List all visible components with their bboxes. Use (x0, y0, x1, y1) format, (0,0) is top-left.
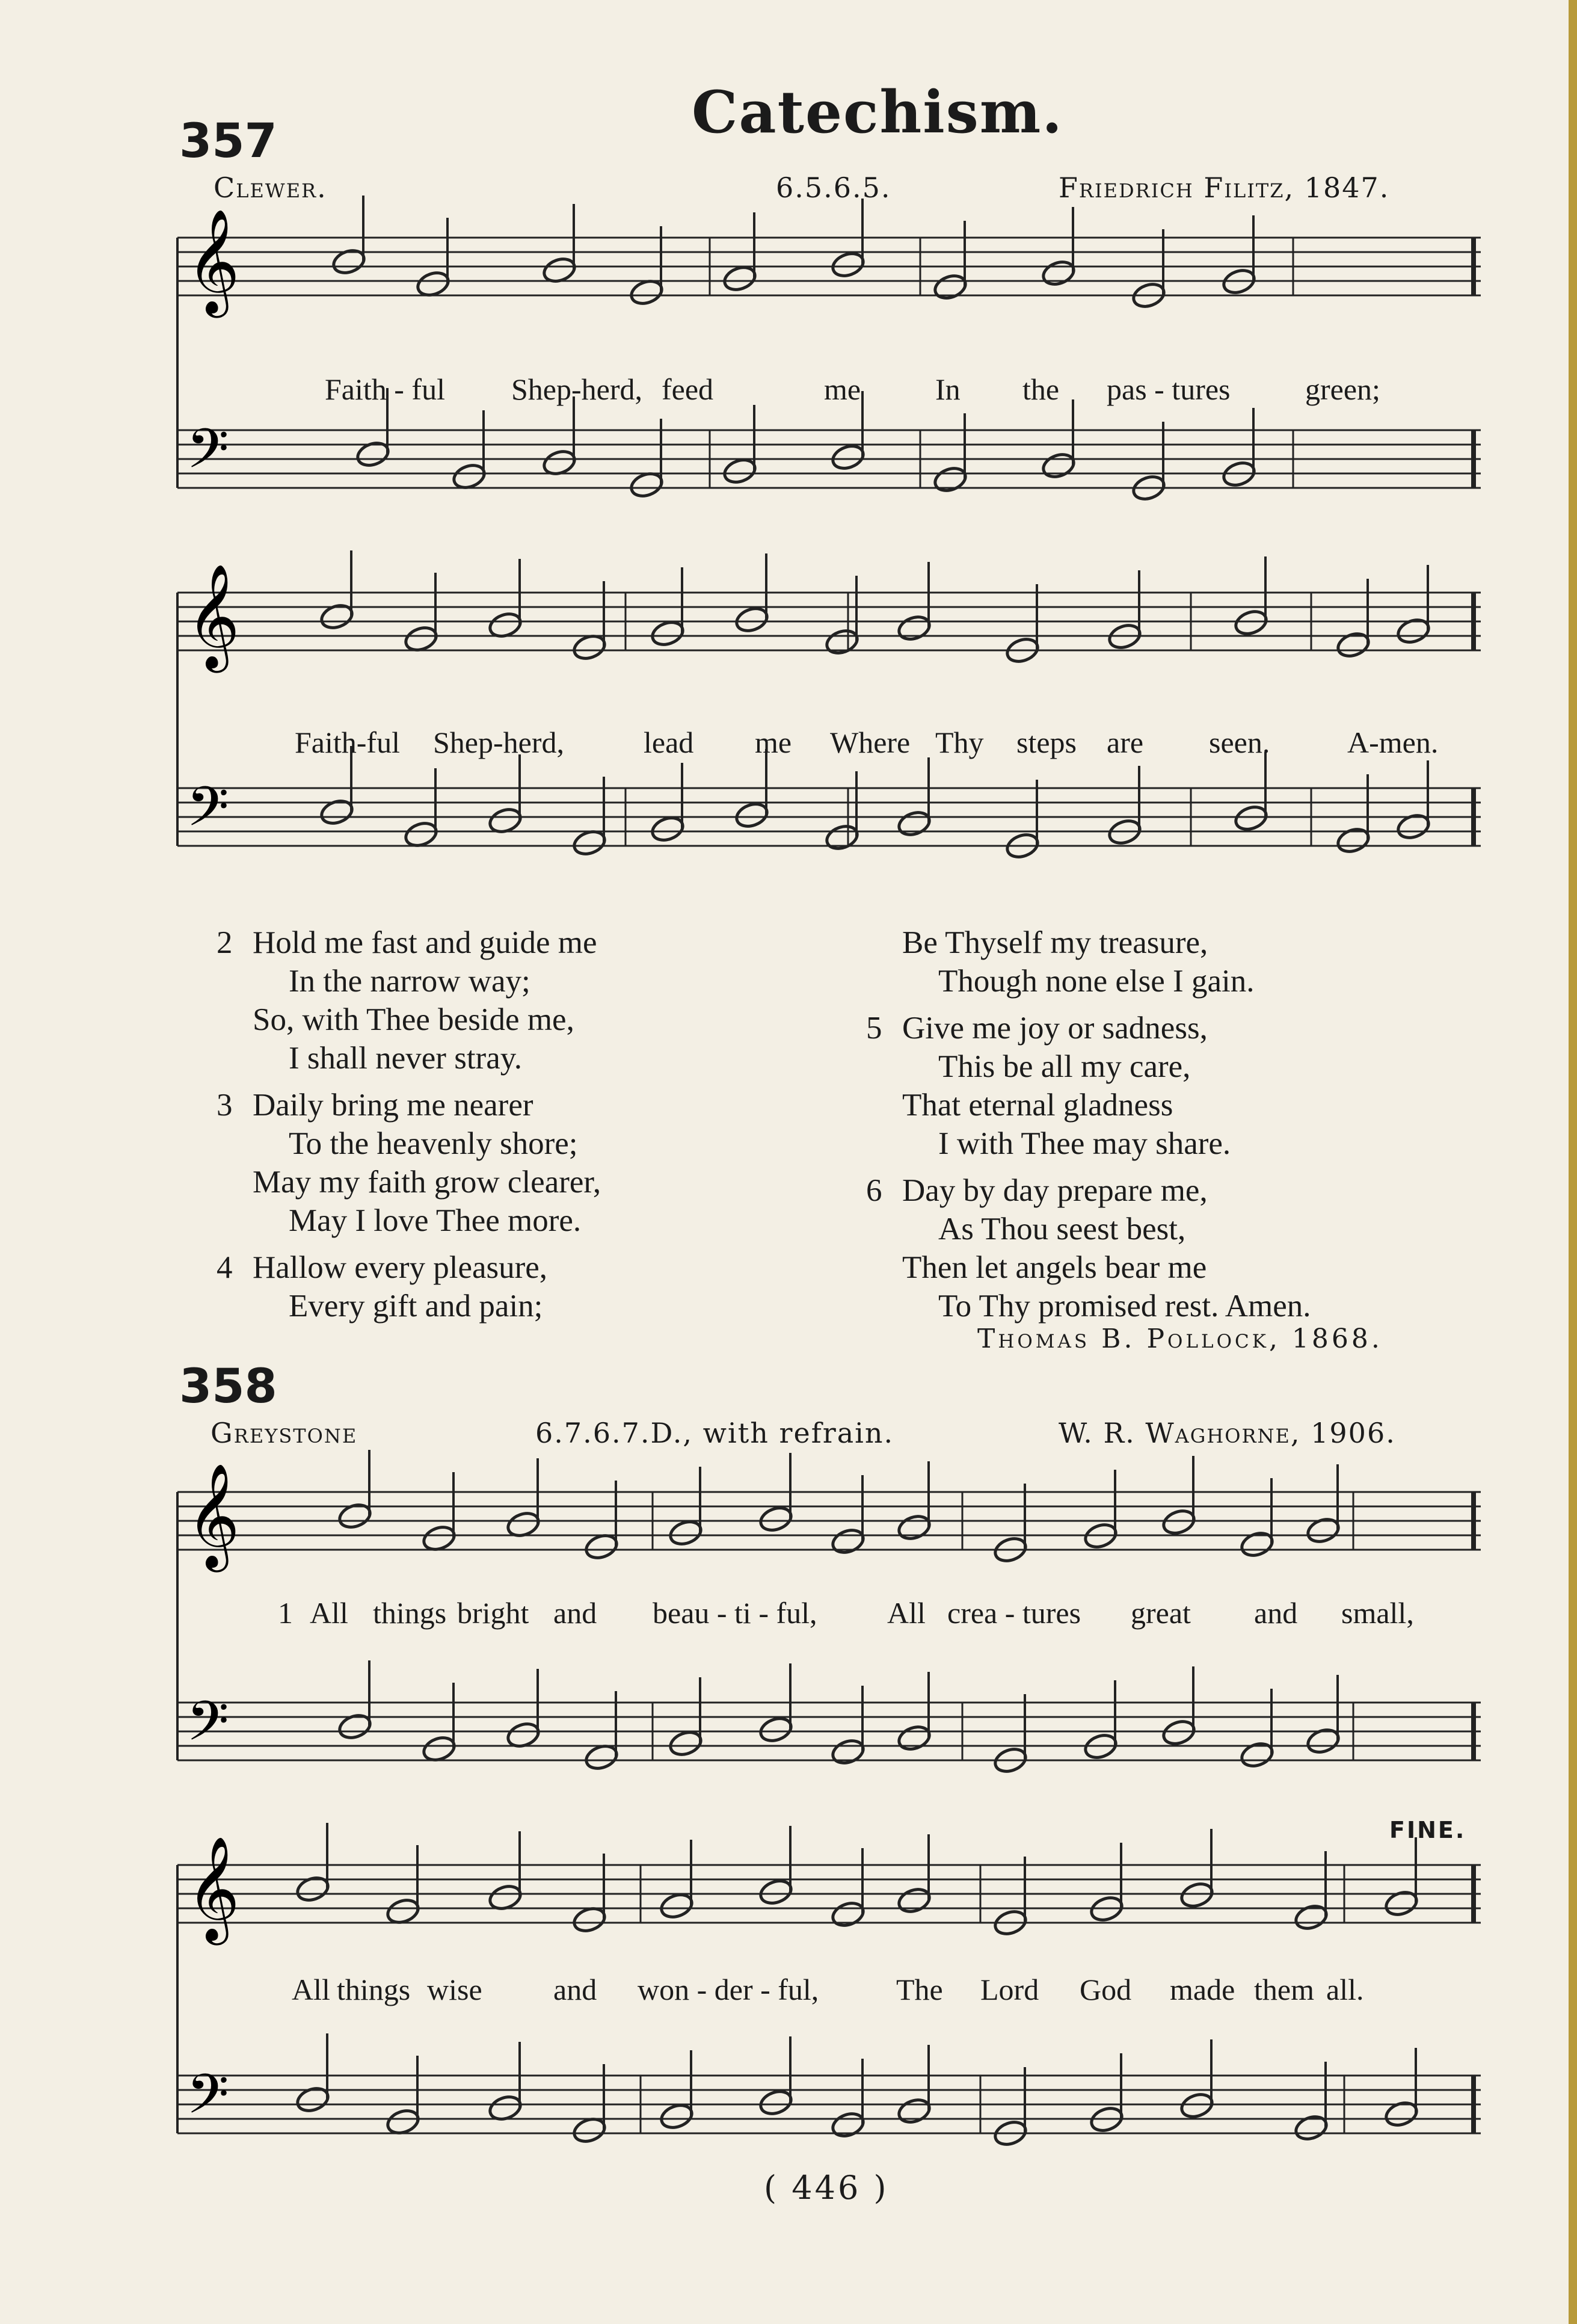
note-head (896, 2096, 932, 2126)
note-head (385, 2107, 421, 2137)
note-head (1293, 1902, 1329, 1932)
note-head (1239, 1740, 1275, 1770)
lyric-word: Shep-herd, (433, 726, 564, 759)
lyric-word: In (935, 372, 961, 406)
lyric-word: are (1107, 726, 1144, 759)
lyric-word: A-men. (1347, 726, 1439, 759)
composer: Friedrich Filitz, 1847. (1059, 171, 1390, 204)
note-head (1179, 1880, 1215, 1910)
lyric-word: feed (662, 372, 714, 406)
note-head (583, 1742, 619, 1772)
note-head (830, 2110, 866, 2140)
lyric-word: and (1254, 1596, 1298, 1630)
note-head (1233, 803, 1269, 833)
note-head (421, 1523, 457, 1553)
lyric-word: Shep-herd, (511, 372, 642, 406)
note-head (415, 269, 451, 299)
lyric-word: 1 (278, 1596, 293, 1630)
treble-clef-icon: 𝄞 (186, 564, 240, 668)
lyric-word: them (1254, 1973, 1314, 2006)
lyric-word: won - der - ful, (638, 1973, 819, 2006)
note-head (659, 2101, 695, 2131)
meter-358: 6.7.6.7.D., with refrain. (535, 1417, 894, 1449)
note-head (758, 1877, 794, 1907)
note-head (1335, 825, 1371, 855)
note-head (451, 461, 487, 492)
bass-staff (177, 1703, 1481, 1760)
treble-staff (177, 1492, 1481, 1550)
lyric-word: the (1022, 372, 1060, 406)
lyric-word: All (292, 1973, 330, 2006)
note-head (1179, 2091, 1215, 2121)
lyric-word: wise (427, 1973, 482, 2006)
note-head (1293, 2113, 1329, 2143)
note-head (896, 613, 932, 643)
note-head (629, 277, 665, 307)
tune-name-358: Greystone (211, 1417, 358, 1449)
bass-clef-icon: 𝄢 (186, 417, 229, 494)
verses-left: 2 Hold me fast and guide me In the narrow way; So, with Thee beside me, I shall never stray. 3 Daily bring me nearer To the heavenly shore; May my faith grow clearer, May I love Thee more. 4 Hallow every pleasure, Every gift and pain; (217, 925, 601, 1324)
note-head (758, 1504, 794, 1534)
lyric-word: me (824, 372, 861, 406)
hymn-number-358: 358 (179, 1360, 277, 1414)
note-head (668, 1518, 704, 1548)
note-head (824, 822, 860, 852)
note-head (758, 2088, 794, 2118)
page-number: ( 446 ) (764, 2169, 889, 2207)
fine-label: FINE. (1389, 1817, 1466, 1843)
lyric-word: Faith-ful (295, 726, 400, 759)
lyric-word: all. (1326, 1973, 1364, 2006)
note-head (571, 1905, 607, 1935)
note-head (896, 809, 932, 839)
lyric-word: green; (1305, 372, 1380, 406)
lyric-word: pas - tures (1107, 372, 1231, 406)
lyric-word: Lord (980, 1973, 1039, 2006)
treble-clef-icon: 𝄞 (186, 209, 240, 313)
hymn-number-357: 357 (179, 114, 277, 168)
bass-clef-icon: 𝄢 (186, 1689, 229, 1766)
note-head (583, 1532, 619, 1562)
note-head (896, 1885, 932, 1916)
note-head (668, 1728, 704, 1758)
note-head (650, 618, 686, 649)
note-head (1041, 451, 1077, 481)
note-head (758, 1715, 794, 1745)
note-head (629, 470, 665, 500)
lyric-word: crea - tures (947, 1596, 1081, 1630)
lyric-word: and (553, 1596, 597, 1630)
note-head (403, 624, 439, 654)
note-head (734, 800, 770, 830)
lyric-word: small, (1341, 1596, 1414, 1630)
lyric-word: bright (457, 1596, 529, 1630)
lyric-word: seen. (1209, 726, 1270, 759)
note-head (896, 1723, 932, 1753)
lyric-word: things (373, 1596, 447, 1630)
note-head (421, 1734, 457, 1764)
note-head (830, 442, 866, 472)
lyric-word: steps (1016, 726, 1077, 759)
lyric-word: lead (644, 726, 694, 759)
note-head (1335, 630, 1371, 660)
note-head (571, 632, 607, 662)
treble-staff (177, 238, 1481, 295)
lyric-word: God (1080, 1973, 1132, 2006)
note-head (830, 1899, 866, 1929)
note-head (734, 605, 770, 635)
verses-right: Be Thyself my treasure, Though none else I gain. 5 Give me joy or sadness, This be all my care, That eternal gladness I with Thee may share. 6 Day by day prepare me, As Thou seest best, Then let angels bear me To Thy promised rest. Amen. (866, 925, 1311, 1324)
note-head (830, 250, 866, 280)
note-head (571, 2115, 607, 2145)
note-head (1233, 608, 1269, 638)
bass-staff (177, 430, 1481, 488)
note-head (830, 1526, 866, 1556)
lyric-word: beau - ti - ful, (653, 1596, 817, 1630)
bass-clef-icon: 𝄢 (186, 2062, 229, 2139)
bass-clef-icon: 𝄢 (186, 775, 229, 852)
note-head (385, 1896, 421, 1926)
note-head (722, 456, 758, 486)
note-head (650, 814, 686, 844)
treble-staff (177, 1865, 1481, 1923)
lyric-word: Faith - ful (325, 372, 445, 406)
note-head (659, 1891, 695, 1921)
note-head (403, 819, 439, 849)
meter: 6.5.6.5. (776, 171, 891, 204)
treble-clef-icon: 𝄞 (186, 1836, 240, 1941)
note-head (896, 1512, 932, 1543)
tune-name: Clewer. (214, 171, 327, 204)
note-head (1161, 1507, 1197, 1537)
note-head (1161, 1718, 1197, 1748)
treble-clef-icon: 𝄞 (186, 1463, 240, 1568)
lyric-word: Thy (935, 726, 984, 759)
note-head (1041, 258, 1077, 288)
note-head (932, 464, 968, 495)
lyric-word: All (310, 1596, 348, 1630)
lyric-word: All (887, 1596, 926, 1630)
lyric-word: me (755, 726, 792, 759)
lyric-word: great (1131, 1596, 1191, 1630)
lyric-word: and (553, 1973, 597, 2006)
section-title: Catechism. (692, 78, 1063, 146)
lyric-word: made (1170, 1973, 1235, 2006)
lyric-word: things (337, 1973, 411, 2006)
note-head (1239, 1529, 1275, 1559)
composer-358: W. R. Waghorne, 1906. (1059, 1417, 1396, 1449)
lyric-word: The (896, 1973, 943, 2006)
note-head (932, 272, 968, 302)
note-head (571, 828, 607, 858)
bass-staff (177, 2076, 1481, 2133)
note-head (722, 264, 758, 294)
lyric-word: Where (830, 726, 911, 759)
author: Thomas B. Pollock, 1868. (977, 1324, 1383, 1354)
note-head (824, 627, 860, 657)
note-head (830, 1737, 866, 1767)
